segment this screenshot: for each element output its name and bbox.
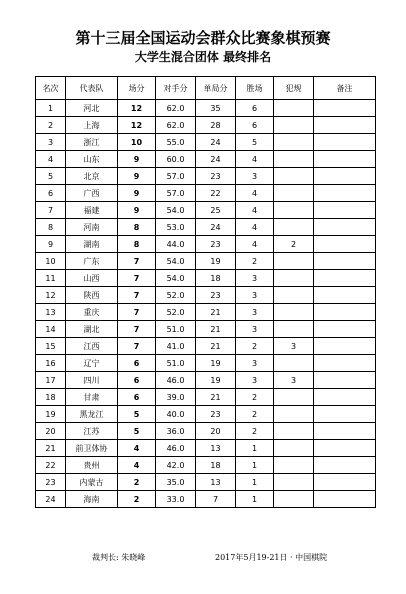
- cell-opponent-points: 53.0: [156, 219, 196, 236]
- cell-match-points: 7: [118, 321, 156, 338]
- cell-game-points: 21: [196, 389, 236, 406]
- cell-fouls: [274, 134, 314, 151]
- cell-match-points: 9: [118, 202, 156, 219]
- header-notes: 备注: [314, 77, 376, 100]
- table-row: [36, 185, 376, 202]
- cell-team: 浙江: [66, 134, 118, 151]
- cell-rank: 11: [36, 270, 66, 287]
- cell-rank: 2: [36, 117, 66, 134]
- cell-rank: 12: [36, 287, 66, 304]
- cell-notes: [314, 372, 376, 389]
- table-row: [36, 151, 376, 168]
- cell-match-points: 7: [118, 253, 156, 270]
- cell-game-points: 19: [196, 253, 236, 270]
- cell-rank: 22: [36, 457, 66, 474]
- cell-notes: [314, 287, 376, 304]
- cell-match-points: 6: [118, 355, 156, 372]
- cell-opponent-points: 51.0: [156, 321, 196, 338]
- cell-fouls: [274, 491, 314, 508]
- cell-opponent-points: 42.0: [156, 457, 196, 474]
- header-game-points: 单局分: [196, 77, 236, 100]
- cell-wins: 4: [236, 151, 274, 168]
- cell-team: 贵州: [66, 457, 118, 474]
- cell-fouls: [274, 100, 314, 117]
- referee-signature: 裁判长: 朱晓峰: [92, 553, 146, 562]
- cell-opponent-points: 62.0: [156, 100, 196, 117]
- cell-team: 广西: [66, 185, 118, 202]
- cell-game-points: 18: [196, 457, 236, 474]
- cell-team: 海南: [66, 491, 118, 508]
- header-match-points: 场分: [118, 77, 156, 100]
- cell-notes: [314, 474, 376, 491]
- cell-notes: [314, 406, 376, 423]
- cell-opponent-points: 36.0: [156, 423, 196, 440]
- cell-wins: 1: [236, 440, 274, 457]
- cell-wins: 1: [236, 491, 274, 508]
- cell-fouls: [274, 406, 314, 423]
- cell-notes: [314, 440, 376, 457]
- cell-opponent-points: 54.0: [156, 270, 196, 287]
- cell-team: 北京: [66, 168, 118, 185]
- cell-rank: 19: [36, 406, 66, 423]
- cell-opponent-points: 54.0: [156, 253, 196, 270]
- cell-game-points: 24: [196, 219, 236, 236]
- cell-rank: 14: [36, 321, 66, 338]
- cell-notes: [314, 389, 376, 406]
- cell-opponent-points: 41.0: [156, 338, 196, 355]
- cell-wins: 3: [236, 304, 274, 321]
- table-row: [36, 440, 376, 457]
- cell-fouls: [274, 219, 314, 236]
- cell-match-points: 8: [118, 219, 156, 236]
- cell-opponent-points: 57.0: [156, 185, 196, 202]
- cell-wins: 6: [236, 117, 274, 134]
- cell-opponent-points: 51.0: [156, 355, 196, 372]
- header-team: 代表队: [66, 77, 118, 100]
- cell-fouls: [274, 440, 314, 457]
- header-rank: 名次: [36, 77, 66, 100]
- cell-fouls: [274, 355, 314, 372]
- cell-game-points: 19: [196, 372, 236, 389]
- cell-notes: [314, 236, 376, 253]
- cell-team: 内蒙古: [66, 474, 118, 491]
- cell-match-points: 8: [118, 236, 156, 253]
- table-row: [36, 168, 376, 185]
- table-row: [36, 270, 376, 287]
- cell-fouls: 3: [274, 372, 314, 389]
- cell-team: 辽宁: [66, 355, 118, 372]
- cell-game-points: 23: [196, 406, 236, 423]
- cell-game-points: 18: [196, 270, 236, 287]
- cell-fouls: [274, 304, 314, 321]
- table-row: [36, 457, 376, 474]
- cell-opponent-points: 40.0: [156, 406, 196, 423]
- cell-opponent-points: 44.0: [156, 236, 196, 253]
- cell-wins: 4: [236, 202, 274, 219]
- cell-team: 上海: [66, 117, 118, 134]
- cell-match-points: 12: [118, 100, 156, 117]
- cell-wins: 4: [236, 219, 274, 236]
- cell-rank: 9: [36, 236, 66, 253]
- cell-match-points: 2: [118, 491, 156, 508]
- cell-fouls: [274, 474, 314, 491]
- table-row: [36, 406, 376, 423]
- cell-rank: 20: [36, 423, 66, 440]
- table-row: [36, 423, 376, 440]
- cell-game-points: 22: [196, 185, 236, 202]
- cell-game-points: 35: [196, 100, 236, 117]
- cell-game-points: 23: [196, 168, 236, 185]
- table-body: [36, 100, 376, 508]
- cell-rank: 4: [36, 151, 66, 168]
- cell-fouls: [274, 321, 314, 338]
- cell-match-points: 7: [118, 338, 156, 355]
- table-row: [36, 117, 376, 134]
- cell-match-points: 9: [118, 168, 156, 185]
- cell-opponent-points: 60.0: [156, 151, 196, 168]
- table-row: [36, 355, 376, 372]
- cell-rank: 6: [36, 185, 66, 202]
- cell-fouls: 2: [274, 236, 314, 253]
- cell-fouls: [274, 202, 314, 219]
- cell-opponent-points: 57.0: [156, 168, 196, 185]
- cell-notes: [314, 321, 376, 338]
- cell-notes: [314, 168, 376, 185]
- cell-match-points: 4: [118, 440, 156, 457]
- cell-notes: [314, 338, 376, 355]
- table-row: [36, 287, 376, 304]
- cell-rank: 23: [36, 474, 66, 491]
- cell-opponent-points: 39.0: [156, 389, 196, 406]
- cell-notes: [314, 491, 376, 508]
- cell-game-points: 19: [196, 355, 236, 372]
- cell-rank: 8: [36, 219, 66, 236]
- cell-notes: [314, 202, 376, 219]
- cell-fouls: [274, 287, 314, 304]
- cell-team: 黑龙江: [66, 406, 118, 423]
- cell-team: 福建: [66, 202, 118, 219]
- cell-team: 河北: [66, 100, 118, 117]
- table-row: [36, 372, 376, 389]
- cell-wins: 2: [236, 338, 274, 355]
- cell-wins: 3: [236, 270, 274, 287]
- cell-match-points: 5: [118, 423, 156, 440]
- cell-match-points: 10: [118, 134, 156, 151]
- cell-notes: [314, 304, 376, 321]
- cell-team: 陕西: [66, 287, 118, 304]
- cell-team: 江西: [66, 338, 118, 355]
- cell-notes: [314, 134, 376, 151]
- cell-opponent-points: 52.0: [156, 304, 196, 321]
- cell-wins: 2: [236, 389, 274, 406]
- cell-opponent-points: 46.0: [156, 372, 196, 389]
- cell-team: 甘肃: [66, 389, 118, 406]
- cell-notes: [314, 185, 376, 202]
- cell-wins: 3: [236, 287, 274, 304]
- cell-notes: [314, 219, 376, 236]
- cell-game-points: 28: [196, 117, 236, 134]
- cell-game-points: 24: [196, 134, 236, 151]
- cell-fouls: [274, 423, 314, 440]
- cell-fouls: [274, 185, 314, 202]
- cell-opponent-points: 62.0: [156, 117, 196, 134]
- cell-team: 河南: [66, 219, 118, 236]
- cell-opponent-points: 35.0: [156, 474, 196, 491]
- cell-rank: 21: [36, 440, 66, 457]
- cell-fouls: [274, 457, 314, 474]
- cell-notes: [314, 253, 376, 270]
- cell-team: 广东: [66, 253, 118, 270]
- cell-game-points: 25: [196, 202, 236, 219]
- cell-notes: [314, 100, 376, 117]
- table-row: [36, 338, 376, 355]
- cell-match-points: 9: [118, 185, 156, 202]
- cell-game-points: 23: [196, 287, 236, 304]
- cell-wins: 3: [236, 321, 274, 338]
- cell-opponent-points: 55.0: [156, 134, 196, 151]
- cell-wins: 2: [236, 423, 274, 440]
- cell-match-points: 7: [118, 287, 156, 304]
- cell-game-points: 21: [196, 338, 236, 355]
- cell-wins: 2: [236, 253, 274, 270]
- cell-team: 湖北: [66, 321, 118, 338]
- document-subtitle: 大学生混合团体 最终排名: [134, 50, 272, 64]
- date-place: 2017年5月19-21日 · 中国棋院: [215, 553, 328, 562]
- table-row: [36, 219, 376, 236]
- cell-game-points: 7: [196, 491, 236, 508]
- cell-wins: 6: [236, 100, 274, 117]
- cell-opponent-points: 54.0: [156, 202, 196, 219]
- cell-match-points: 7: [118, 270, 156, 287]
- document-title: 第十三届全国运动会群众比赛象棋预赛: [75, 29, 331, 47]
- cell-game-points: 21: [196, 304, 236, 321]
- cell-fouls: [274, 151, 314, 168]
- cell-match-points: 4: [118, 457, 156, 474]
- cell-opponent-points: 46.0: [156, 440, 196, 457]
- cell-game-points: 13: [196, 440, 236, 457]
- cell-match-points: 6: [118, 389, 156, 406]
- cell-game-points: 23: [196, 236, 236, 253]
- table-row: [36, 321, 376, 338]
- cell-fouls: [274, 117, 314, 134]
- cell-wins: 3: [236, 355, 274, 372]
- table-header-row: [36, 77, 376, 100]
- cell-notes: [314, 117, 376, 134]
- cell-rank: 3: [36, 134, 66, 151]
- cell-team: 江苏: [66, 423, 118, 440]
- cell-team: 重庆: [66, 304, 118, 321]
- header-opponent-points: 对手分: [156, 77, 196, 100]
- cell-wins: 3: [236, 372, 274, 389]
- cell-match-points: 2: [118, 474, 156, 491]
- table-row: [36, 304, 376, 321]
- cell-rank: 1: [36, 100, 66, 117]
- cell-rank: 24: [36, 491, 66, 508]
- cell-fouls: [274, 253, 314, 270]
- cell-game-points: 13: [196, 474, 236, 491]
- cell-team: 山东: [66, 151, 118, 168]
- cell-fouls: [274, 389, 314, 406]
- cell-rank: 10: [36, 253, 66, 270]
- header-wins: 胜场: [236, 77, 274, 100]
- table-row: [36, 202, 376, 219]
- cell-game-points: 24: [196, 151, 236, 168]
- cell-wins: 1: [236, 457, 274, 474]
- cell-wins: 1: [236, 474, 274, 491]
- cell-wins: 3: [236, 168, 274, 185]
- cell-notes: [314, 457, 376, 474]
- table-row: [36, 100, 376, 117]
- cell-team: 湖南: [66, 236, 118, 253]
- cell-match-points: 7: [118, 304, 156, 321]
- cell-opponent-points: 33.0: [156, 491, 196, 508]
- table-row: [36, 236, 376, 253]
- table-row: [36, 253, 376, 270]
- cell-match-points: 9: [118, 151, 156, 168]
- cell-rank: 16: [36, 355, 66, 372]
- cell-rank: 17: [36, 372, 66, 389]
- cell-team: 前卫体协: [66, 440, 118, 457]
- cell-wins: 4: [236, 236, 274, 253]
- cell-notes: [314, 423, 376, 440]
- ranking-table: [35, 76, 376, 508]
- table-row: [36, 134, 376, 151]
- table-row: [36, 474, 376, 491]
- cell-match-points: 6: [118, 372, 156, 389]
- cell-rank: 13: [36, 304, 66, 321]
- cell-wins: 4: [236, 185, 274, 202]
- cell-team: 四川: [66, 372, 118, 389]
- cell-rank: 18: [36, 389, 66, 406]
- cell-game-points: 21: [196, 321, 236, 338]
- cell-notes: [314, 151, 376, 168]
- cell-match-points: 5: [118, 406, 156, 423]
- cell-match-points: 12: [118, 117, 156, 134]
- table-row: [36, 389, 376, 406]
- cell-notes: [314, 355, 376, 372]
- cell-fouls: [274, 168, 314, 185]
- cell-notes: [314, 270, 376, 287]
- cell-fouls: 3: [274, 338, 314, 355]
- cell-fouls: [274, 270, 314, 287]
- cell-team: 山西: [66, 270, 118, 287]
- cell-rank: 5: [36, 168, 66, 185]
- cell-opponent-points: 52.0: [156, 287, 196, 304]
- table-row: [36, 491, 376, 508]
- cell-wins: 2: [236, 406, 274, 423]
- cell-wins: 5: [236, 134, 274, 151]
- header-fouls: 犯规: [274, 77, 314, 100]
- cell-rank: 15: [36, 338, 66, 355]
- cell-rank: 7: [36, 202, 66, 219]
- cell-game-points: 20: [196, 423, 236, 440]
